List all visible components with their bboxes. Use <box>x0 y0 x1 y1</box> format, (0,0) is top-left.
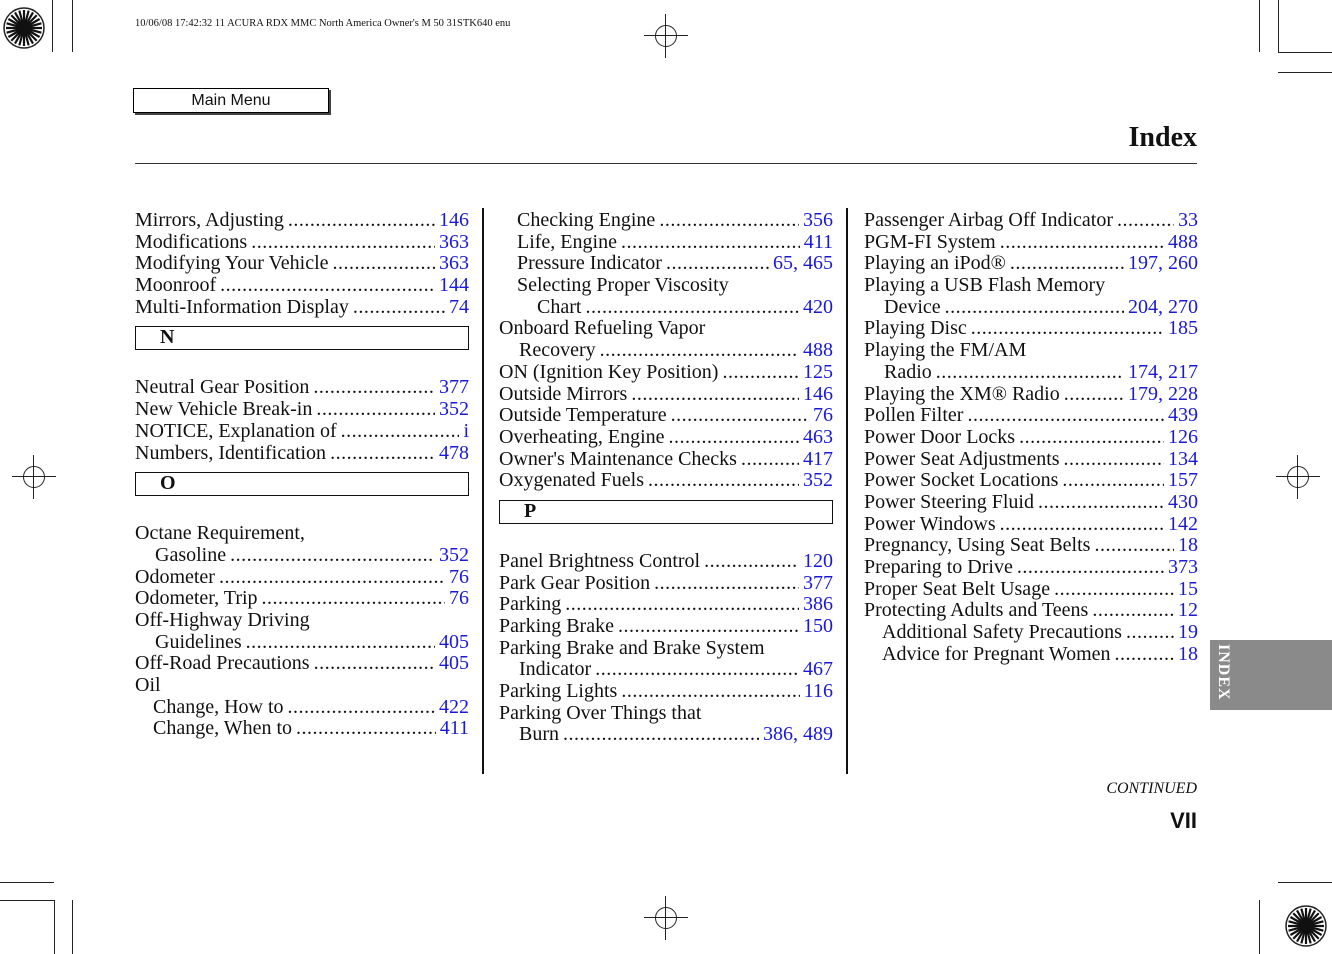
dot-leader <box>704 551 799 573</box>
crop-mark <box>1278 882 1332 883</box>
entry-text: New Vehicle Break-in <box>135 398 313 421</box>
dot-leader <box>1017 557 1164 579</box>
continued-label: CONTINUED <box>1106 780 1197 797</box>
index-entry <box>499 427 833 449</box>
entry-text: ON (Ignition Key Position) <box>499 360 719 383</box>
starburst-mark <box>2 6 46 50</box>
index-entry <box>135 653 469 675</box>
index-heading <box>864 275 1198 297</box>
dot-leader <box>313 377 435 399</box>
index-heading <box>135 610 469 632</box>
dot-leader <box>563 724 759 746</box>
entry-text: Chart <box>537 295 582 318</box>
page-link[interactable]: 386, 489 <box>763 723 833 746</box>
index-entry <box>499 210 833 232</box>
crop-mark <box>0 900 54 901</box>
entry-text: Burn <box>519 723 559 746</box>
main-menu-button[interactable]: Main Menu <box>133 88 329 113</box>
page-link[interactable]: 411 <box>439 717 469 740</box>
index-entry <box>135 443 469 465</box>
index-entry <box>864 232 1198 254</box>
dot-leader <box>316 399 435 421</box>
entry-text: Additional Safety Precautions <box>882 621 1122 644</box>
entry-text: Oil <box>135 674 161 696</box>
dot-leader <box>230 545 435 567</box>
section-letter-header: N <box>135 326 469 350</box>
index-entry <box>135 588 469 610</box>
entry-text: Neutral Gear Position <box>135 376 310 399</box>
index-entry <box>499 616 833 638</box>
entry-text: Mirrors, Adjusting <box>135 209 284 231</box>
entry-text: Power Steering Fluid <box>864 490 1034 513</box>
index-heading <box>499 638 833 660</box>
index-entry <box>499 340 833 362</box>
entry-text: Proper Seat Belt Usage <box>864 577 1051 600</box>
index-entry <box>864 362 1198 384</box>
page-link[interactable]: 405 <box>439 630 469 653</box>
entry-text: Parking Brake <box>499 615 614 637</box>
dot-leader <box>585 297 799 319</box>
dot-leader <box>1010 253 1124 275</box>
index-entry <box>135 232 469 254</box>
page-link[interactable]: 405 <box>439 652 469 675</box>
index-column-2 <box>499 210 833 746</box>
entry-text: Life, Engine <box>517 230 617 253</box>
page-link[interactable]: 33 <box>1178 209 1198 231</box>
column-divider <box>846 208 848 774</box>
page-link[interactable]: 467 <box>803 658 833 681</box>
index-entry <box>135 632 469 654</box>
page-link[interactable]: 386 <box>803 593 833 616</box>
entry-text: Parking Brake and Brake System <box>499 636 765 659</box>
index-entry <box>499 384 833 406</box>
dot-leader <box>595 659 799 681</box>
dot-leader <box>288 697 435 719</box>
entry-text: Change, When to <box>153 717 293 740</box>
entry-text: Passenger Airbag Off Indicator <box>864 209 1114 231</box>
index-entry <box>499 297 833 319</box>
page-link[interactable]: 463 <box>803 425 833 448</box>
entry-text: Panel Brightness Control <box>499 549 701 572</box>
index-entry <box>135 421 469 443</box>
dot-leader <box>330 443 435 465</box>
page-link[interactable]: 422 <box>439 695 469 718</box>
index-entry <box>135 697 469 719</box>
index-entry <box>499 681 833 703</box>
index-entry <box>135 253 469 275</box>
dot-leader <box>1054 579 1174 601</box>
page-link[interactable]: 18 <box>1178 534 1198 557</box>
index-column-3 <box>864 210 1198 665</box>
index-entry <box>864 405 1198 427</box>
entry-text: Radio <box>884 360 932 383</box>
dot-leader <box>1126 622 1174 644</box>
print-metadata: 10/06/08 17:42:32 11 ACURA RDX MMC North America Owner's M 50 31STK640 enu <box>135 18 511 29</box>
page-link[interactable]: 377 <box>439 376 469 399</box>
page-link[interactable]: i <box>463 419 469 442</box>
index-entry <box>499 659 833 681</box>
index-entry <box>499 551 833 573</box>
dot-leader <box>288 210 435 232</box>
index-entry <box>864 210 1198 232</box>
page-link[interactable]: 352 <box>439 543 469 566</box>
crop-mark <box>52 0 53 52</box>
entry-text: Modifying Your Vehicle <box>135 252 329 275</box>
dot-leader <box>631 384 799 406</box>
entry-text: Protecting Adults and Teens <box>864 599 1089 622</box>
entry-text: Selecting Proper Viscosity <box>517 274 729 297</box>
dot-leader <box>722 362 799 384</box>
page-title: Index <box>1128 122 1197 153</box>
entry-text: Gasoline <box>155 543 227 566</box>
dot-leader <box>296 718 436 740</box>
dot-leader <box>341 421 460 443</box>
dot-leader <box>353 297 445 319</box>
crop-mark <box>1278 52 1332 53</box>
entry-text: Playing an iPod® <box>864 252 1006 275</box>
dot-leader <box>648 470 799 492</box>
page-link[interactable]: 125 <box>803 360 833 383</box>
page-link[interactable]: 157 <box>1168 469 1198 492</box>
page-link[interactable]: 76 <box>813 404 833 427</box>
page-link[interactable]: 76 <box>449 587 469 610</box>
dot-leader <box>1092 600 1174 622</box>
page-link[interactable]: 76 <box>449 565 469 588</box>
page-link[interactable]: 204, 270 <box>1128 295 1198 318</box>
entry-text: Oxygenated Fuels <box>499 469 644 492</box>
index-entry <box>135 718 469 740</box>
page-link[interactable]: 179, 228 <box>1128 382 1198 405</box>
index-entry <box>135 567 469 589</box>
page-link[interactable]: 197, 260 <box>1128 252 1198 275</box>
index-heading <box>499 318 833 340</box>
entry-text: Parking Over Things that <box>499 701 702 724</box>
index-heading <box>135 523 469 545</box>
dot-leader <box>621 232 800 254</box>
section-letter-header: O <box>135 472 469 496</box>
crop-mark <box>1259 0 1260 52</box>
index-entry <box>864 600 1198 622</box>
entry-text: Pollen Filter <box>864 404 964 427</box>
crop-mark <box>1259 900 1260 954</box>
dot-leader <box>621 681 799 703</box>
column-divider <box>482 208 484 774</box>
index-entry <box>499 232 833 254</box>
page-link[interactable]: 134 <box>1168 447 1198 470</box>
entry-text: Modifications <box>135 230 248 253</box>
index-side-tab[interactable] <box>1210 640 1332 710</box>
page-link[interactable]: 478 <box>439 441 469 464</box>
entry-text: PGM-FI System <box>864 230 996 253</box>
dot-leader <box>967 405 1164 427</box>
dot-leader <box>741 449 799 471</box>
index-heading <box>864 340 1198 362</box>
page-link[interactable]: 19 <box>1178 621 1198 644</box>
dot-leader <box>1019 427 1164 449</box>
page-link[interactable]: 18 <box>1178 642 1198 665</box>
index-entry <box>864 449 1198 471</box>
entry-text: Outside Temperature <box>499 404 667 427</box>
registration-mark <box>12 455 56 499</box>
page-link[interactable]: 352 <box>439 398 469 421</box>
entry-text: Outside Mirrors <box>499 382 628 405</box>
index-entry <box>499 594 833 616</box>
page-link[interactable]: 417 <box>803 447 833 470</box>
entry-text: Pressure Indicator <box>517 252 662 275</box>
entry-text: Playing the XM® Radio <box>864 382 1060 405</box>
entry-text: Park Gear Position <box>499 571 651 594</box>
side-tab-label: INDEX <box>1215 644 1232 701</box>
entry-text: Odometer <box>135 565 215 588</box>
entry-text: Power Door Locks <box>864 425 1016 448</box>
page-link[interactable]: 146 <box>803 382 833 405</box>
entry-text: Parking <box>499 593 562 616</box>
index-entry <box>864 253 1198 275</box>
crop-mark <box>1278 0 1279 52</box>
entry-text: Odometer, Trip <box>135 587 258 610</box>
dot-leader <box>246 632 435 654</box>
entry-text: Indicator <box>519 658 592 681</box>
entry-text: Multi-Information Display <box>135 295 349 318</box>
dot-leader <box>659 210 799 232</box>
entry-text: Preparing to Drive <box>864 556 1013 578</box>
page-link[interactable]: 15 <box>1178 577 1198 600</box>
index-entry <box>864 384 1198 406</box>
index-entry <box>864 492 1198 514</box>
page-link[interactable]: 356 <box>803 209 833 231</box>
dot-leader <box>220 275 435 297</box>
index-heading <box>499 703 833 725</box>
index-entry <box>499 362 833 384</box>
index-entry <box>864 514 1198 536</box>
dot-leader <box>1038 492 1164 514</box>
index-entry <box>499 573 833 595</box>
dot-leader <box>1064 384 1124 406</box>
entry-text: Power Seat Adjustments <box>864 447 1060 470</box>
starburst-mark <box>1284 904 1328 948</box>
page-link[interactable]: 146 <box>439 209 469 231</box>
dot-leader <box>1064 449 1164 471</box>
page-link[interactable]: 65, 465 <box>773 252 833 275</box>
page-link[interactable]: 377 <box>803 571 833 594</box>
index-entry <box>499 449 833 471</box>
index-entry <box>135 275 469 297</box>
page-link[interactable]: 430 <box>1168 490 1198 513</box>
index-entry <box>864 579 1198 601</box>
entry-text: Device <box>884 295 941 318</box>
index-entry <box>864 557 1198 579</box>
crop-mark <box>54 900 55 954</box>
index-entry <box>864 318 1198 340</box>
dot-leader <box>333 253 435 275</box>
dot-leader <box>219 567 445 589</box>
page-link[interactable]: 74 <box>449 295 469 318</box>
dot-leader <box>1000 232 1164 254</box>
index-entry <box>499 405 833 427</box>
entry-text: Playing the FM/AM <box>864 339 1027 362</box>
index-entry <box>864 644 1198 666</box>
page-link[interactable]: 352 <box>803 469 833 492</box>
index-entry <box>864 622 1198 644</box>
entry-text: Onboard Refueling Vapor <box>499 317 706 340</box>
page-number: VII <box>1170 808 1197 833</box>
index-entry <box>135 297 469 319</box>
entry-text: Numbers, Identification <box>135 441 327 464</box>
crop-mark <box>0 882 54 883</box>
page-link[interactable]: 174, 217 <box>1128 360 1198 383</box>
entry-text: Owner's Maintenance Checks <box>499 447 737 470</box>
registration-mark <box>1276 455 1320 499</box>
page-link[interactable]: 488 <box>1168 230 1198 253</box>
entry-text: Parking Lights <box>499 680 618 703</box>
page-link[interactable]: 142 <box>1168 512 1198 535</box>
index-entry <box>864 427 1198 449</box>
entry-text: Octane Requirement, <box>135 522 305 545</box>
entry-text: Change, How to <box>153 695 284 718</box>
page-link[interactable]: 150 <box>803 615 833 637</box>
dot-leader <box>618 616 799 638</box>
entry-text: NOTICE, Explanation of <box>135 419 337 442</box>
index-entry <box>864 297 1198 319</box>
index-entry <box>135 545 469 567</box>
page-link[interactable]: 420 <box>803 295 833 318</box>
page-link[interactable]: 185 <box>1168 317 1198 340</box>
dot-leader <box>971 318 1164 340</box>
dot-leader <box>1117 210 1174 232</box>
title-divider <box>135 163 1197 164</box>
dot-leader <box>936 362 1124 384</box>
index-entry <box>135 377 469 399</box>
page-link[interactable]: 120 <box>803 549 833 572</box>
dot-leader <box>314 653 435 675</box>
entry-text: Recovery <box>519 339 596 362</box>
index-heading <box>135 675 469 697</box>
index-entry <box>864 535 1198 557</box>
crop-mark <box>72 0 73 52</box>
dot-leader <box>1115 644 1174 666</box>
dot-leader <box>1094 535 1174 557</box>
dot-leader <box>666 253 769 275</box>
entry-text: Advice for Pregnant Women <box>882 642 1111 665</box>
entry-text: Pregnancy, Using Seat Belts <box>864 534 1091 557</box>
page-link[interactable]: 126 <box>1168 425 1198 448</box>
page-link[interactable]: 488 <box>803 339 833 362</box>
page-link[interactable]: 363 <box>439 230 469 253</box>
entry-text: Playing a USB Flash Memory <box>864 274 1106 297</box>
index-entry <box>135 399 469 421</box>
page-link[interactable]: 411 <box>803 230 833 253</box>
page-link[interactable]: 116 <box>803 680 833 703</box>
dot-leader <box>251 232 435 254</box>
dot-leader <box>565 594 799 616</box>
registration-mark <box>644 896 688 940</box>
index-entry <box>499 253 833 275</box>
entry-text: Overheating, Engine <box>499 425 665 448</box>
dot-leader <box>945 297 1124 319</box>
page-link[interactable]: 363 <box>439 252 469 275</box>
page-link[interactable]: 373 <box>1168 556 1198 578</box>
index-entry <box>499 724 833 746</box>
index-entry <box>135 210 469 232</box>
index-column-1 <box>135 210 469 740</box>
entry-text: Off-Highway Driving <box>135 608 310 631</box>
dot-leader <box>669 427 800 449</box>
entry-text: Power Windows <box>864 512 996 535</box>
entry-text: Power Socket Locations <box>864 469 1059 492</box>
index-heading <box>499 275 833 297</box>
section-letter-header: P <box>499 500 833 524</box>
dot-leader <box>262 588 445 610</box>
entry-text: Moonroof <box>135 274 217 297</box>
entry-text: Guidelines <box>155 630 242 653</box>
registration-mark <box>644 14 688 58</box>
index-entry <box>499 470 833 492</box>
dot-leader <box>654 573 799 595</box>
crop-mark <box>1278 72 1332 73</box>
dot-leader <box>1000 514 1164 536</box>
dot-leader <box>671 405 809 427</box>
page-link[interactable]: 439 <box>1168 404 1198 427</box>
index-entry <box>864 470 1198 492</box>
entry-text: Off-Road Precautions <box>135 652 310 675</box>
page-link[interactable]: 144 <box>439 274 469 297</box>
page-link[interactable]: 12 <box>1178 599 1198 622</box>
dot-leader <box>1062 470 1164 492</box>
entry-text: Playing Disc <box>864 317 967 340</box>
crop-mark <box>72 900 73 954</box>
dot-leader <box>600 340 799 362</box>
entry-text: Checking Engine <box>517 209 656 231</box>
